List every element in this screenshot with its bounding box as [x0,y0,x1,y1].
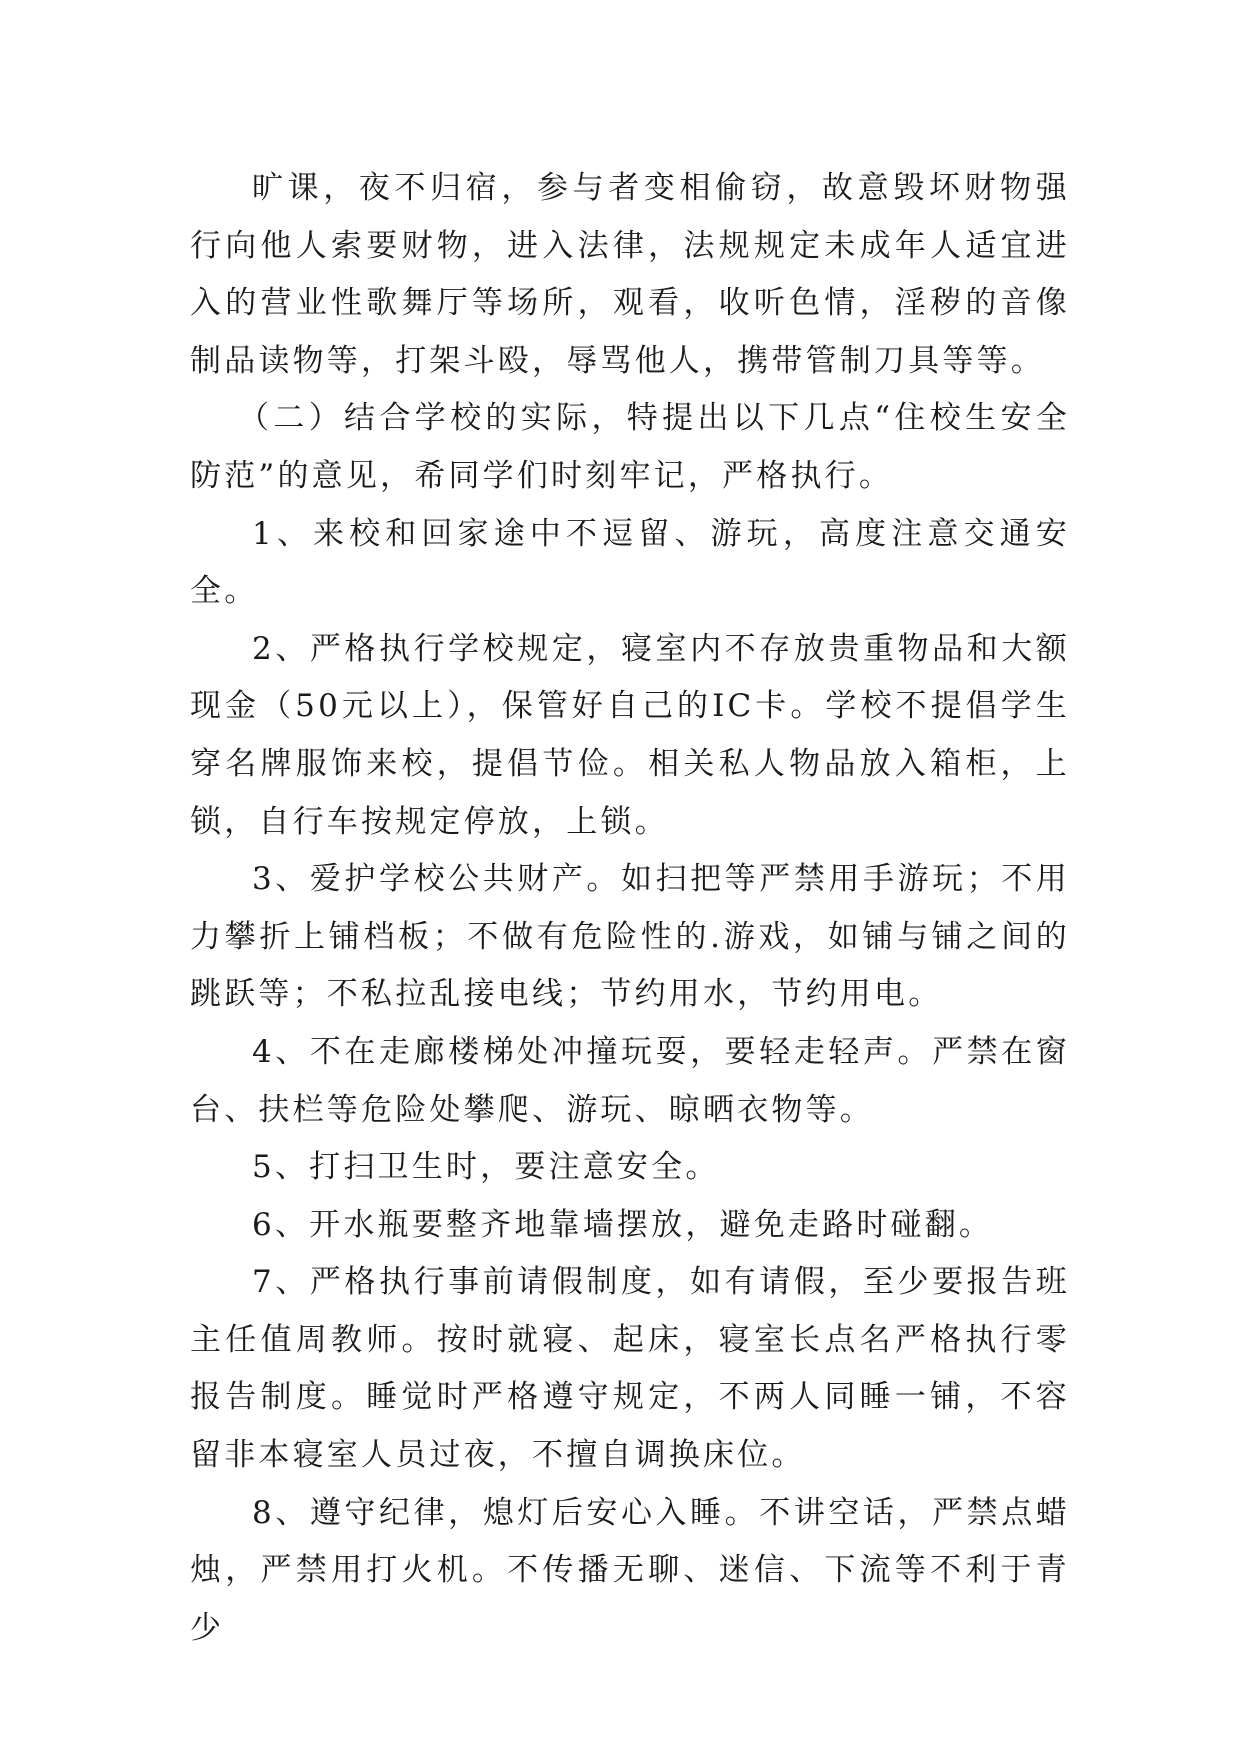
paragraph-section-two: （二）结合学校的实际，特提出以下几点“住校生安全防范”的意见，希同学们时刻牢记，严格执行。 [190,400,1070,494]
paragraph-item-5: 5、打扫卫生时，要注意安全。 [252,1149,720,1186]
paragraph-item-3: 3、爱护学校公共财产。如扫把等严禁用手游玩；不用力攀折上铺档板；不做有危险性的.游戏，如铺与铺之间的跳跃等；不私拉乱接电线；节约用水，节约用电。 [190,861,1070,1013]
paragraph-continuation: 旷课，夜不归宿，参与者变相偷窃，故意毁坏财物强行向他人索要财物，进入法律，法规规定未成年人适宜进入的营业性歌舞厅等场所，观看，收听色情，淫秽的音像制品读物等，打架斗殴，辱骂他人，携带管制刀具等等。 [190,170,1070,379]
paragraph-item-8: 8、遵守纪律，熄灯后安心入睡。不讲空话，严禁点蜡烛，严禁用打火机。不传播无聊、迷信、下流等不利于青少 [190,1494,1070,1646]
document-body [190,160,1070,1657]
paragraph-item-7: 7、严格执行事前请假制度，如有请假，至少要报告班主任值周教师。按时就寝、起床，寝室长点名严格执行零报告制度。睡觉时严格遵守规定，不两人同睡一铺，不容留非本寝室人员过夜，不擅自调换床位。 [190,1264,1070,1474]
paragraph-item-6: 6、开水瓶要整齐地靠墙摆放，避免走路时碰翻。 [252,1206,994,1243]
paragraph-item-1: 1、来校和回家途中不逗留、游玩，高度注意交通安全。 [190,515,1070,610]
paragraph-item-4: 4、不在走廊楼梯处冲撞玩耍，要轻走轻声。严禁在窗台、扶栏等危险处攀爬、游玩、晾晒衣物等。 [190,1033,1070,1128]
paragraph-item-2: 2、严格执行学校规定，寝室内不存放贵重物品和大额现金（50元以上），保管好自己的IC卡。学校不提倡学生穿名牌服饰来校，提倡节俭。相关私人物品放入箱柜，上锁，自行车按规定停放，上锁。 [190,630,1070,840]
